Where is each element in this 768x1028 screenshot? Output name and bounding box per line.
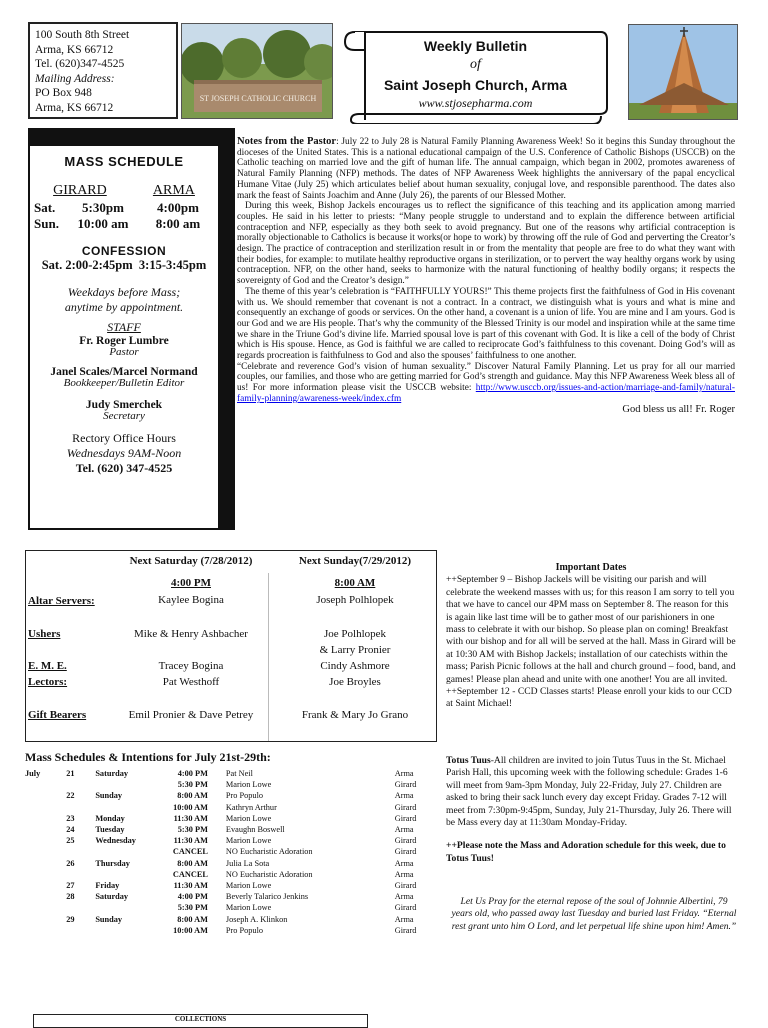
weekdays-note: Weekdays before Mass;: [67, 285, 181, 299]
rectory-phone: Tel. (620) 347-4525: [75, 461, 173, 475]
address-box: [28, 22, 178, 119]
intention-day: 29: [66, 914, 75, 924]
secretary-title: Secretary: [103, 410, 145, 422]
intentions-title: Mass Schedules & Intentions for July 21st-29th:: [25, 750, 271, 764]
notes-heading: Notes from the Pastor: [237, 136, 337, 147]
gift-bearers-sat: Emil Pronier & Dave Petrey: [128, 709, 254, 721]
website-link[interactable]: www.stjosepharma.com: [418, 96, 533, 110]
address-line: Arma, KS 66712: [35, 43, 114, 56]
intention-month: [25, 925, 66, 936]
intention-weekday: Sunday: [95, 914, 123, 924]
intention-row: [25, 802, 445, 813]
intention-name: Marion Lowe: [225, 813, 272, 823]
intention-month: [25, 790, 66, 801]
important-date-item: ++September 9 – Bishop Jackels will be visiting our parish and will celebrate the weekend masses with us; for this reason I am sorry to tell you that we have to cancel our 4PM mass on September 8. The reason for this is again like last time will be to gather most of our parishioners in one mass to celebrate it with our bishop. So please plan on coming! Breakfast with our bishop and for all will be served at the hall. Mass in Girard will be at 10:30 AM with Bishop Jackels; installation of our catechists within the mass; Parish Picnic follows at the hall and church ground – food, band, and games! Please plan ahead and unite with one another! You are all invited.: [446, 574, 736, 685]
ministers-schedule: [25, 550, 437, 742]
notes-paragraph: During this week, Bishop Jackels encourages us to reflect the significance of this teaching and its application among married couples. He said in his letter to priests: “Many people struggle to understand and to explain the difference between artificial contraception and NFP, especially as they both seek to avoid pregnancy. But one of the reasons why artificial contraception is morally objectionable to Catholics is because it works(or hope to work) by throwing off the rule of God and perverting the Creator’s design. The practice of contraception and sterilization result in or from the mentality that people are free to do what they want with their bodies, for example: to mutilate healthy reproductive organs in sterilization, or to pervert the way healthy organs work by using contraception. NFP, on the other hand, seeks to harmonize with the natural functioning of healthy bodily organs; it respects the sovereignty of God and the Creator’s design.”: [237, 201, 735, 287]
mass-schedule-box: [28, 144, 220, 530]
intention-month: [25, 779, 66, 790]
intention-row: [25, 846, 445, 857]
notes-paragraph: : July 22 to July 28 is Natural Family Planning Awareness Week! So it begins this Sunday throughout the dioceses of the United States. This is a national educational campaign of the U.S. Conference of Catholic Bishops (USCCB) on the Catholic teaching on married love and the gift of human life. The annual campaign, which began in 2002, promotes awareness of Natural Family Planning (NFP) methods. The dates of NFP Awareness Week highlights the anniversary of the papal encyclical Humane Vitae (July 25) which articulates belief about human sexuality, conjugal love, and responsible parenthood. The dates also mark the feast of Saints Joachim and Anne (July 26), the parents of our Blessed Mother.: [237, 137, 735, 201]
collections-box: COLLECTIONS: [33, 1014, 368, 1028]
intention-row: [25, 925, 445, 936]
secretary-name: Judy Smerchek: [85, 399, 163, 411]
intention-month: [25, 813, 66, 824]
intention-time: 10:00 AM: [173, 925, 208, 935]
important-dates-title: Important Dates: [555, 562, 627, 573]
intention-time: 8:00 AM: [177, 858, 208, 868]
intention-row: [25, 813, 445, 824]
totus-text: -All children are invited to join Tutus Tuus in the St. Michael Parish Hall, this upcoming week with the following schedule: Grades 1-6 will meet from 9am-3pm Monday, July 22-Friday, July 27. Children are asked to bring their sack lunch every day except Friday. Grades 7-12 will meet from 7:30pm-9:45pm, Sunday, July 21-Thursday, July 26. There will be Mass every day at 11:30am Monday-Friday.: [446, 755, 732, 829]
intention-month: [25, 835, 66, 846]
intention-location: Girard: [394, 925, 417, 935]
intention-weekday: Thursday: [95, 858, 130, 868]
intention-location: Arma: [394, 858, 414, 868]
intention-weekday: Friday: [95, 881, 120, 891]
intention-time: CANCEL: [172, 847, 208, 857]
notes-paragraph: “Celebrate and reverence God’s vision of human sexuality.” Discover Natural Family Planning. Let us pray for all our married couples, our families, and those who are getting married for God’s strength and guidance. May this NFP Awareness Week bless all of us! For more information please visit the USCCB website:: [237, 361, 735, 394]
church-building-photo: [628, 24, 738, 120]
intention-location: Girard: [394, 813, 417, 823]
intention-row: [25, 891, 445, 902]
intention-weekday: Saturday: [95, 892, 129, 902]
intentions-table: [25, 768, 445, 936]
intention-location: Arma: [394, 825, 414, 835]
bookkeeper-name: Janel Scales/Marcel Normand: [50, 366, 198, 378]
intention-location: Arma: [394, 869, 414, 879]
intention-location: Arma: [394, 892, 414, 902]
intention-row: [25, 858, 445, 869]
intention-day: 21: [66, 769, 75, 778]
sun-label: Sun.: [34, 216, 59, 231]
mass-schedule-heading: MASS SCHEDULE: [64, 154, 184, 169]
intention-name: Beverly Talarico Jenkins: [225, 892, 309, 902]
saturday-heading: Next Saturday (7/28/2012): [129, 555, 253, 567]
pastor-signature: God bless us all! Fr. Roger: [622, 403, 735, 415]
pastor-notes: [237, 137, 735, 530]
intention-time: 5:30 PM: [177, 780, 208, 790]
intention-location: Girard: [394, 836, 417, 846]
intention-name: Pro Populo: [225, 925, 264, 935]
office-hours: Wednesdays 9AM-Noon: [66, 446, 182, 460]
intention-month: July: [25, 769, 41, 778]
sun-girard-time: 10:00 am: [77, 216, 129, 231]
intention-name: Pat Neil: [225, 769, 253, 778]
intention-name: Marion Lowe: [225, 903, 272, 913]
intention-name: Pro Populo: [225, 791, 264, 801]
intention-row: [25, 914, 445, 925]
church-sign-photo: [181, 23, 333, 119]
intention-row: [25, 869, 445, 880]
address-line: Arma, KS 66712: [35, 101, 114, 114]
intention-day: [66, 925, 95, 936]
staff-heading: STAFF: [107, 320, 141, 334]
intention-time: 4:00 PM: [177, 892, 208, 902]
intention-weekday: Wednesday: [95, 836, 136, 846]
intention-weekday: Sunday: [95, 791, 123, 801]
altar-servers-label: Altar Servers:: [28, 595, 95, 607]
eme-label: E. M. E.: [28, 660, 67, 672]
intention-weekday: [95, 779, 165, 790]
intention-name: Evaughn Boswell: [225, 825, 285, 835]
intention-day: 23: [66, 813, 75, 823]
intention-location: Girard: [394, 881, 417, 891]
intention-day: [66, 902, 95, 913]
intention-weekday: [95, 802, 165, 813]
ushers-sun: Joe Polhlopek: [323, 628, 387, 640]
intention-day: [66, 869, 95, 880]
intention-month: [25, 891, 66, 902]
intention-time: 5:30 PM: [177, 903, 208, 913]
sign-text: ST JOSEPH CATHOLIC CHURCH: [199, 94, 317, 103]
intention-weekday: Monday: [95, 813, 125, 823]
notes-paragraph: The theme of this year’s celebration is “FAITHFULLY YOURS!” This theme projects first the faithfulness of God in His covenant with us. We should remember that covenant is not a contract. In a contract, we distinguish what is yours and what is mine and consequently an exchange of goods or services. On the other hand, a covenant is a union of life. You are mine and I am yours. God is our God and we are His people. That’s why the community of the Blessed Trinity is our model and inspiration while at the same time we share in the Triune God’s divine life. Married spousal love is part of this covenant with God. It is like a cell of the body of Christ which is His spouse. Hence, as God is faithful we are called to reciprocate God’s faithfulness to this covenant. Doing God’s will as regards procreation is faithfulness to God and also the spouses’ faithfulness to one another.: [237, 286, 735, 362]
intention-day: 26: [66, 858, 75, 868]
church-name: Saint Joseph Church, Arma: [383, 77, 568, 93]
intention-weekday: [95, 902, 165, 913]
lectors-label: Lectors:: [28, 676, 68, 688]
weekdays-note: anytime by appointment.: [64, 300, 184, 314]
intention-month: [25, 858, 66, 869]
intention-location: Girard: [394, 780, 417, 790]
intention-row: [25, 779, 445, 790]
confession-times: Sat. 2:00-2:45pm 3:15-3:45pm: [41, 258, 207, 272]
intention-row: [25, 824, 445, 835]
intention-location: Girard: [394, 903, 417, 913]
intention-row: [25, 880, 445, 891]
bookkeeper-title: Bookkeeper/Bulletin Editor: [63, 377, 185, 389]
intention-time: 8:00 AM: [177, 914, 208, 924]
altar-servers-sat: Kaylee Bogina: [158, 594, 224, 606]
intention-day: 25: [66, 836, 75, 846]
intention-day: [66, 779, 95, 790]
intention-name: Kathryn Arthur: [225, 802, 277, 812]
sat-arma-time: 4:00pm: [157, 200, 199, 215]
intention-weekday: Saturday: [95, 769, 129, 778]
intention-time: 8:00 AM: [177, 791, 208, 801]
intention-name: Marion Lowe: [225, 780, 272, 790]
ushers-label: Ushers: [28, 628, 61, 640]
rectory-hours-label: Rectory Office Hours: [72, 431, 176, 445]
intention-name: Marion Lowe: [225, 881, 272, 891]
totus-note: ++Please note the Mass and Adoration schedule for this week, due to Totus Tuus!: [446, 840, 726, 864]
intention-location: Arma: [394, 791, 414, 801]
intention-day: 22: [66, 791, 75, 801]
intention-location: Girard: [394, 847, 417, 857]
address-line: 100 South 8th Street: [35, 29, 130, 41]
confession-heading: CONFESSION: [81, 244, 167, 258]
usccb-link[interactable]: http://www.usccb.org/issues-and-action/marriage-and-family/natural-family-planning/awareness-week/index.cfm: [237, 383, 735, 404]
intention-day: 28: [66, 892, 75, 902]
sunday-time: 8:00 AM: [334, 577, 376, 589]
address-line: PO Box 948: [35, 87, 92, 99]
pastor-title: Pastor: [109, 346, 139, 358]
mailing-label: Mailing Address:: [35, 72, 115, 85]
intention-month: [25, 914, 66, 925]
intention-location: Girard: [394, 802, 417, 812]
totus-tuus: [446, 755, 736, 865]
intention-row: [25, 790, 445, 801]
intention-time: 11:30 AM: [173, 881, 208, 891]
ushers-sat: Mike & Henry Ashbacher: [134, 628, 248, 640]
intention-month: [25, 824, 66, 835]
intention-row: [25, 768, 445, 779]
saturday-time: 4:00 PM: [170, 577, 211, 589]
intention-month: [25, 802, 66, 813]
intention-day: 27: [66, 881, 75, 891]
intention-month: [25, 846, 66, 857]
intention-weekday: [95, 869, 165, 880]
intention-name: Marion Lowe: [225, 836, 272, 846]
intention-name: Julia La Sota: [225, 858, 270, 868]
intention-weekday: [95, 925, 165, 936]
intention-time: 11:30 AM: [173, 813, 208, 823]
bulletin-banner: [343, 28, 608, 124]
intention-location: Arma: [394, 914, 414, 924]
intention-weekday: [95, 846, 165, 857]
important-date-item: ++September 12 - CCD Classes starts! Please enroll your kids to our CCD at Saint Michael!: [446, 686, 732, 710]
lectors-sat: Pat Westhoff: [162, 676, 220, 688]
pastor-name: Fr. Roger Lumbre: [79, 335, 169, 347]
intention-name: NO Eucharistic Adoration: [225, 869, 313, 879]
girard-heading: GIRARD: [53, 183, 107, 198]
intention-day: [66, 802, 95, 813]
sat-girard-time: 5:30pm: [82, 200, 124, 215]
lectors-sun: Joe Broyles: [329, 676, 381, 688]
totus-heading: Totus Tuus: [446, 755, 491, 766]
intention-weekday: Tuesday: [95, 825, 125, 835]
intention-name: Joseph A. Klinkon: [225, 914, 288, 924]
prayer-request: Let Us Pray for the eternal repose of the soul of Johnnie Albertini, 79 years old, who passed away last Tuesday and buried last Friday. “Eternal rest grant unto him O Lord, and let perpetual life shine upon him! Amen.”: [451, 896, 737, 932]
intention-name: NO Eucharistic Adoration: [225, 847, 313, 857]
arma-heading: ARMA: [152, 183, 195, 198]
gift-bearers-label: Gift Bearers: [28, 709, 87, 721]
intention-row: [25, 902, 445, 913]
bulletin-of: of: [470, 57, 481, 72]
intention-day: [66, 846, 95, 857]
phone-line: Tel. (620)347-4525: [35, 58, 125, 70]
intention-time: 5:30 PM: [177, 825, 208, 835]
important-dates: [446, 562, 736, 711]
altar-servers-sun: Joseph Polhlopek: [316, 594, 394, 606]
intention-time: 4:00 PM: [177, 769, 208, 778]
eme-sat: Tracey Bogina: [158, 660, 224, 672]
sat-label: Sat.: [34, 200, 56, 215]
intention-row: [25, 835, 445, 846]
intention-month: [25, 869, 66, 880]
intention-time: 11:30 AM: [173, 836, 208, 846]
sunday-heading: Next Sunday(7/29/2012): [298, 555, 412, 567]
intention-location: Arma: [394, 769, 414, 778]
intention-month: [25, 902, 66, 913]
intention-time: 10:00 AM: [173, 802, 208, 812]
sun-arma-time: 8:00 am: [155, 216, 201, 231]
eme-sun: Cindy Ashmore: [320, 660, 390, 672]
intention-time: CANCEL: [172, 869, 208, 879]
ushers-sun: & Larry Pronier: [319, 644, 391, 656]
gift-bearers-sun: Frank & Mary Jo Grano: [301, 709, 409, 721]
intention-month: [25, 880, 66, 891]
intention-day: 24: [66, 825, 75, 835]
bulletin-title: Weekly Bulletin: [423, 38, 528, 54]
